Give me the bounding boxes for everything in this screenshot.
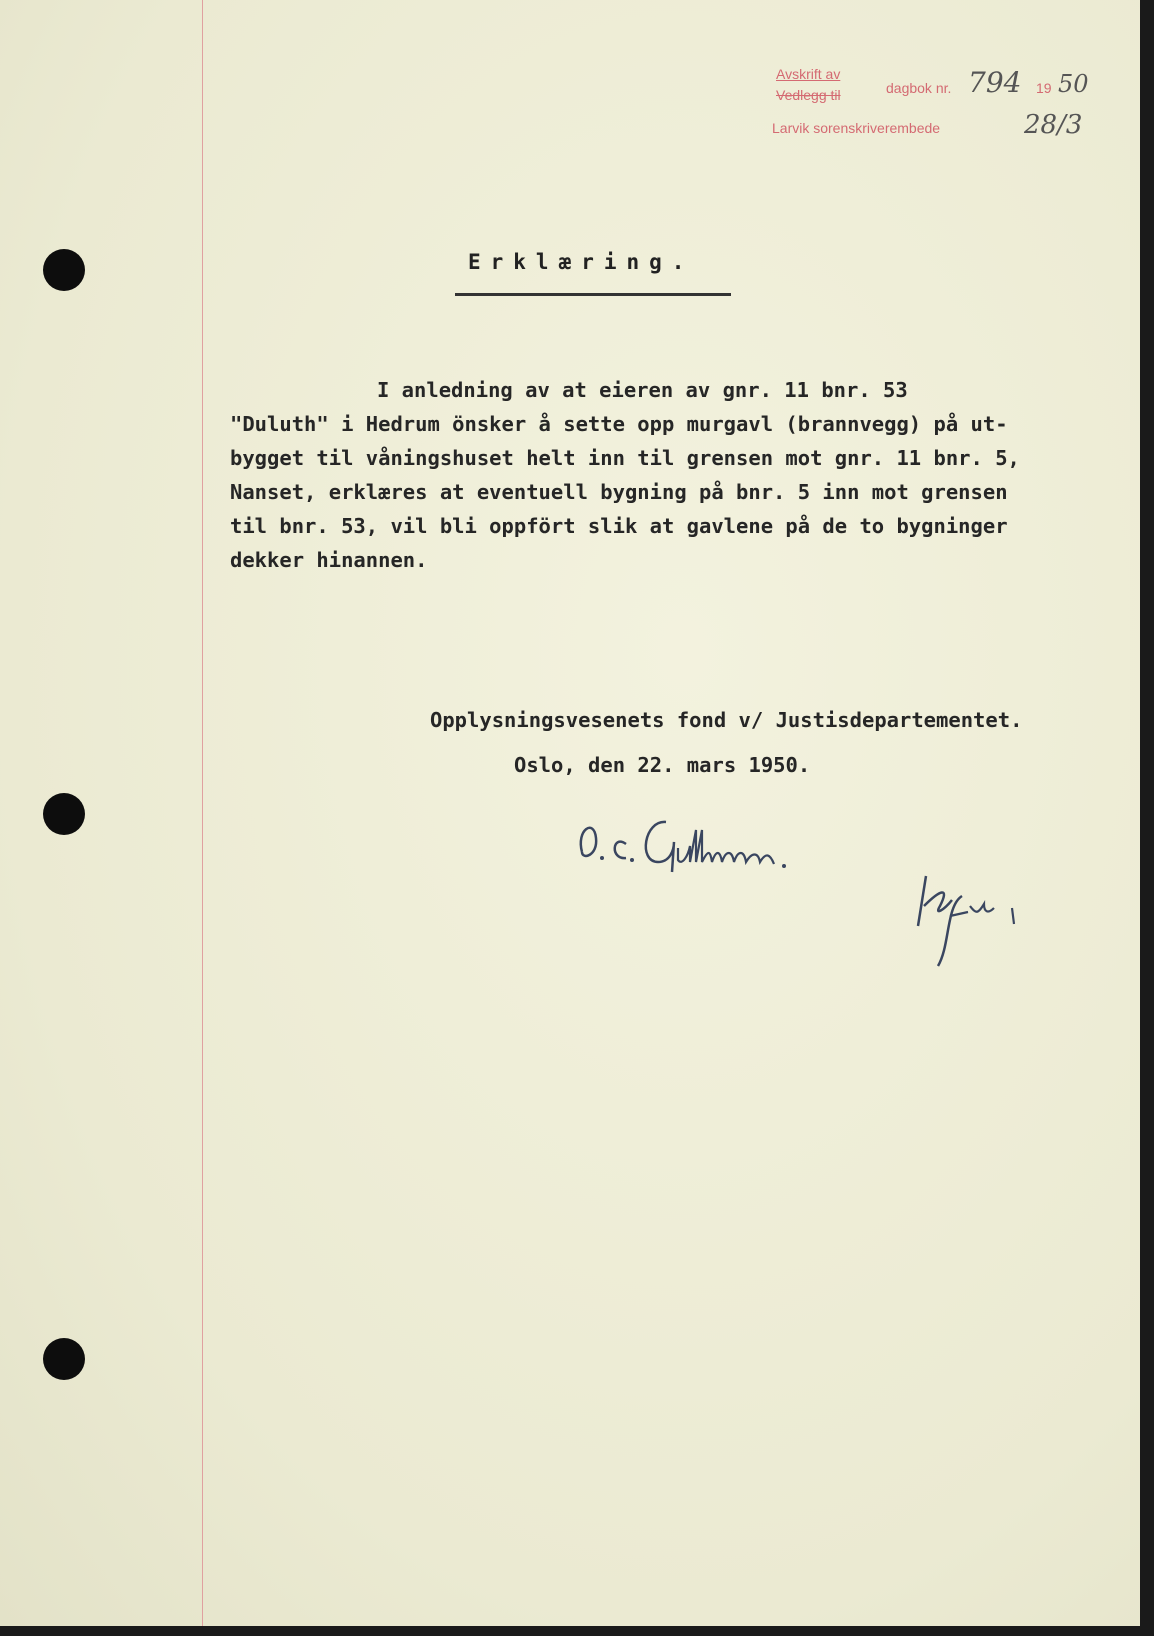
body-line: I anledning av at eieren av gnr. 11 bnr. 53 — [377, 378, 908, 402]
stamp-line-2: Vedlegg til — [776, 87, 841, 103]
stamp-year-prefix: 19 — [1036, 80, 1052, 96]
stamp-dagbok-label: dagbok nr. — [886, 80, 952, 96]
body-line: Nanset, erklæres at eventuell bygning på bnr. 5 inn mot grensen — [230, 480, 1008, 504]
document-title: Erklæring. — [468, 250, 695, 274]
place-date-line: Oslo, den 22. mars 1950. — [514, 753, 811, 777]
stamp-line-1: Avskrift av — [776, 66, 841, 82]
punch-hole-icon — [43, 793, 85, 835]
year-suffix: 50 — [1058, 70, 1089, 98]
stamp-office: Larvik sorenskriverembede — [772, 120, 941, 136]
stamp-date: 28/3 — [1024, 110, 1083, 140]
body-line: "Duluth" i Hedrum önsker å sette opp murgavl (brannvegg) på ut- — [230, 412, 1008, 436]
body-line: til bnr. 53, vil bli oppfört slik at gavlene på de to bygninger — [230, 514, 1008, 538]
journal-number: 794 — [968, 66, 1022, 99]
sender-line: Opplysningsvesenets fond v/ Justisdepartementet. — [430, 708, 1023, 732]
margin-line — [202, 0, 203, 1626]
punch-hole-icon — [43, 249, 85, 291]
initials-icon — [910, 866, 1030, 976]
title-underline — [455, 293, 731, 296]
signature-icon — [570, 800, 810, 880]
body-line: bygget til våningshuset helt inn til grensen mot gnr. 11 bnr. 5, — [230, 446, 1020, 470]
punch-hole-icon — [43, 1338, 85, 1380]
body-line: dekker hinannen. — [230, 548, 428, 572]
